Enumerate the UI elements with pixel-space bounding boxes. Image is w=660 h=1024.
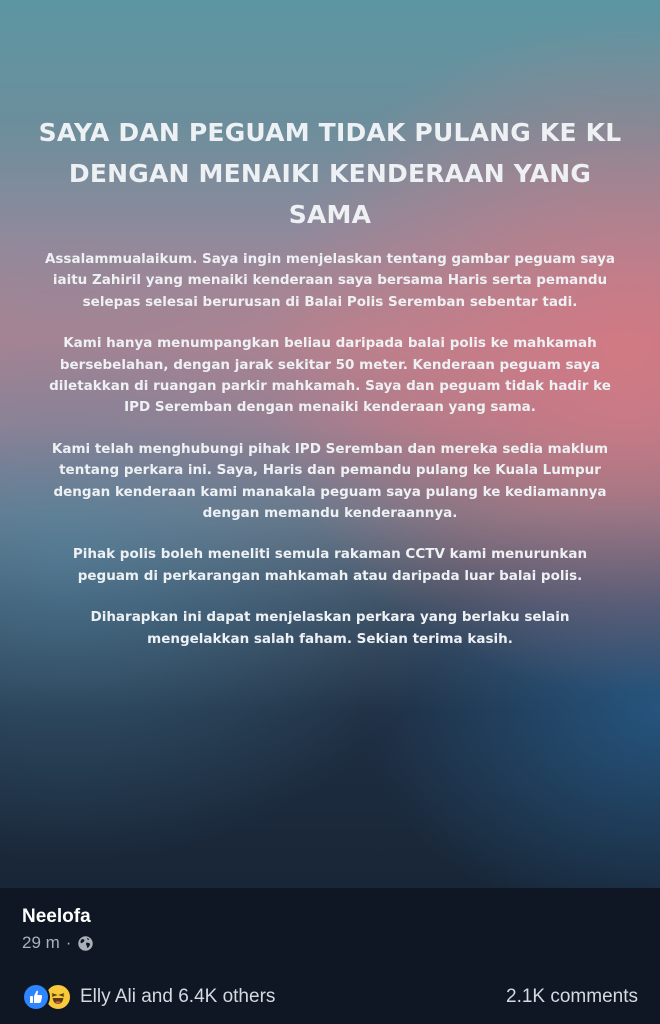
comments-count[interactable]: 2.1K comments bbox=[506, 986, 638, 1007]
post-meta bbox=[22, 932, 94, 954]
globe-icon bbox=[77, 935, 94, 952]
reaction-names[interactable]: Elly Ali and 6.4K others bbox=[80, 986, 276, 1007]
image-paragraph: Assalammualaikum. Saya ingin menjelaskan tentang gambar peguam saya iaitu Zahiril yang menaiki kenderaan saya bersama Haris serta pemandu selepas selesai berurusan di Balai Polis Seremban sebentar tadi. bbox=[44, 251, 616, 310]
image-paragraph: Diharapkan ini dapat menjelaskan perkara yang berlaku selain mengelakkan salah faham. Sekian terima kasih. bbox=[90, 609, 570, 647]
image-paragraph: Kami telah menghubungi pihak IPD Seremban dan mereka sedia maklum tentang perkara ini. Saya, Haris dan pemandu pulang ke Kuala Lumpur dengan kenderaan kami manakala peguam saya pulang ke kediamannya dengan memandu kenderaannya. bbox=[51, 440, 609, 522]
meta-separator: · bbox=[65, 933, 72, 952]
author-name[interactable]: Neelofa bbox=[22, 906, 91, 927]
image-headline: SAYA DAN PEGUAM TIDAK PULANG KE KL DENGAN MENAIKI KENDERAAN YANG SAMA bbox=[38, 118, 622, 229]
like-icon bbox=[22, 983, 50, 1011]
reactions-summary[interactable] bbox=[22, 984, 275, 1010]
image-body-text bbox=[40, 249, 620, 670]
post-timestamp[interactable]: 29 m bbox=[22, 933, 60, 952]
image-paragraph: Pihak polis boleh meneliti semula rakaman CCTV kami menurunkan peguam di perkarangan mahkamah atau daripada luar balai polis. bbox=[72, 546, 588, 584]
image-paragraph: Kami hanya menumpangkan beliau daripada balai polis ke mahkamah bersebelahan, dengan jarak sekitar 50 meter. Kenderaan peguam saya diletakkan di ruangan parkir mahkamah. Saya dan peguam tidak hadir ke IPD Seremban dengan menaiki kenderaan yang sama. bbox=[49, 335, 611, 416]
